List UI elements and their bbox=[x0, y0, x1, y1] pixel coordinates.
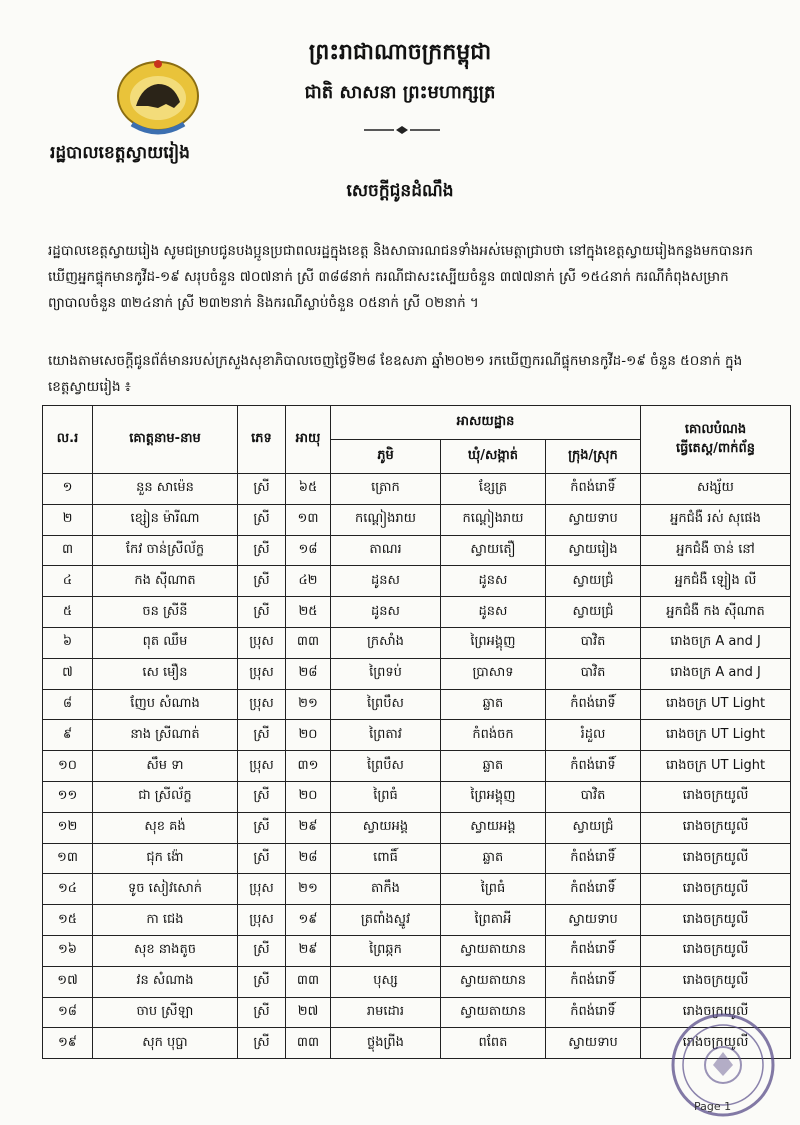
cell-commune: ឆ្លាត bbox=[441, 689, 546, 720]
cell-purpose: សង្ស័យ bbox=[641, 474, 791, 505]
cell-no: ៨ bbox=[43, 689, 93, 720]
notice-paragraph-1: រដ្ឋបាលខេត្តស្វាយរៀង សូមជម្រាបជូនបងប្អូនប្រជាពលរដ្ឋក្នុងខេត្ត និងសាធារណជនទាំងអស់មេត្តាជ្រាបថា នៅក្នុងខេត្តស្វាយរៀងកន្លងមកបានរកឃើញអ្នកផ្ទុកមានកូវីដ-១៩ សរុបចំនួន ៧០៧នាក់ ស្រី ៣៨៨នាក់ ករណីជាសះស្បើយចំនួន ៣៧៧នាក់ ស្រី ១៥៤នាក់ ករណីកំពុងសម្រាកព្យាបាលចំនួន ៣២៤នាក់ ស្រី ២៣២នាក់ និងករណីស្លាប់ចំនួន ០៥នាក់ ស្រី ០២នាក់ ។ bbox=[48, 243, 754, 311]
page-number: Page 1 bbox=[694, 1100, 732, 1113]
cell-no: ១១ bbox=[43, 781, 93, 812]
cell-name: ចន ស្រីនី bbox=[93, 597, 238, 628]
cell-name: សេ មឿន bbox=[93, 658, 238, 689]
issuing-administration: រដ្ឋបាលខេត្តស្វាយរៀង bbox=[50, 143, 190, 163]
cell-commune: ឆ្លាត bbox=[441, 751, 546, 782]
cell-village: ដូនស bbox=[331, 566, 441, 597]
cell-sex: ស្រី bbox=[238, 597, 286, 628]
ornament-divider bbox=[362, 125, 442, 135]
table-row bbox=[43, 689, 791, 720]
table-row bbox=[43, 627, 791, 658]
cell-purpose: អ្នកជំងឺ ចាន់ នៅ bbox=[641, 535, 791, 566]
cell-purpose: រោងចក្រយូលី bbox=[641, 812, 791, 843]
cell-district: កំពង់រោទិ៍ bbox=[546, 689, 641, 720]
cell-age: ៣១ bbox=[286, 751, 331, 782]
cell-sex: ស្រី bbox=[238, 966, 286, 997]
cell-commune: ស្វាយអង្គ bbox=[441, 812, 546, 843]
cell-village: ព្រៃឆ្កក bbox=[331, 935, 441, 966]
kingdom-heading: ព្រះរាជាណាចក្រកម្ពុជា bbox=[308, 40, 492, 65]
cell-district: កំពង់រោទិ៍ bbox=[546, 874, 641, 905]
cell-village: ដូនស bbox=[331, 597, 441, 628]
cell-name: ជា ស្រីល័ក្ខ bbox=[93, 781, 238, 812]
cell-commune: ប្រាសាទ bbox=[441, 658, 546, 689]
cell-district: កំពង់រោទិ៍ bbox=[546, 751, 641, 782]
national-motto: ជាតិ សាសនា ព្រះមហាក្សត្រ bbox=[304, 82, 496, 103]
cell-no: ៦ bbox=[43, 627, 93, 658]
cell-age: ២៩ bbox=[286, 935, 331, 966]
cell-age: ២៨ bbox=[286, 658, 331, 689]
cell-commune: ស្វាយតាយាន bbox=[441, 935, 546, 966]
header-address: អាសយដ្ឋាន bbox=[331, 406, 641, 440]
header-age: អាយុ bbox=[286, 406, 331, 474]
cell-no: ៩ bbox=[43, 720, 93, 751]
cell-no: ១២ bbox=[43, 812, 93, 843]
cell-age: ៣៣ bbox=[286, 1028, 331, 1059]
table-row bbox=[43, 874, 791, 905]
cell-name: សុខ នាងតូច bbox=[93, 935, 238, 966]
cell-sex: ស្រី bbox=[238, 1028, 286, 1059]
cell-village: បុស្ស bbox=[331, 966, 441, 997]
header-village: ភូមិ bbox=[331, 440, 441, 474]
cell-no: ១០ bbox=[43, 751, 93, 782]
cell-district: កំពង់រោទិ៍ bbox=[546, 474, 641, 505]
table-row bbox=[43, 566, 791, 597]
cell-village: កណ្តៀងរាយ bbox=[331, 504, 441, 535]
cell-village: ថ្លុងព្រីង bbox=[331, 1028, 441, 1059]
cell-age: ២១ bbox=[286, 689, 331, 720]
cell-age: ១៨ bbox=[286, 535, 331, 566]
cell-no: ២ bbox=[43, 504, 93, 535]
cell-purpose: អ្នកជំងឺ រស់ សុផេង bbox=[641, 504, 791, 535]
cell-sex: ប្រុស bbox=[238, 874, 286, 905]
cell-name: វន សំណាង bbox=[93, 966, 238, 997]
cell-sex: ប្រុស bbox=[238, 627, 286, 658]
cell-name: ទូច សៀវសោក់ bbox=[93, 874, 238, 905]
cell-commune: ឆ្លាត bbox=[441, 843, 546, 874]
cell-name: ញែប សំណាង bbox=[93, 689, 238, 720]
cell-sex: ប្រុស bbox=[238, 658, 286, 689]
cell-commune: ដូនស bbox=[441, 566, 546, 597]
cell-no: ១៣ bbox=[43, 843, 93, 874]
cell-sex: ស្រី bbox=[238, 720, 286, 751]
table-row bbox=[43, 474, 791, 505]
cell-district: បាវិត bbox=[546, 627, 641, 658]
cases-table-body bbox=[43, 474, 791, 1059]
cell-no: ១៩ bbox=[43, 1028, 93, 1059]
cell-village: ក្រសាំង bbox=[331, 627, 441, 658]
cell-purpose: រោងចក្រ UT Light bbox=[641, 689, 791, 720]
header-no: ល.រ bbox=[43, 406, 93, 474]
cell-name: កង ស៊ីណាត bbox=[93, 566, 238, 597]
cell-commune: ស្វាយតាយាន bbox=[441, 997, 546, 1028]
cell-district: ស្វាយទាប bbox=[546, 905, 641, 936]
cell-district: រំដួល bbox=[546, 720, 641, 751]
cell-purpose: រោងចក្រយូលី bbox=[641, 781, 791, 812]
table-row bbox=[43, 504, 791, 535]
cell-commune: កំពង់ចក bbox=[441, 720, 546, 751]
table-row bbox=[43, 597, 791, 628]
cell-age: ២០ bbox=[286, 720, 331, 751]
cell-commune: ព្រៃតាអី bbox=[441, 905, 546, 936]
notice-title: សេចក្តីជូនដំណឹង bbox=[346, 181, 454, 201]
cell-purpose: អ្នកជំងឺ កង ស៊ីណាត bbox=[641, 597, 791, 628]
cell-age: ៦៥ bbox=[286, 474, 331, 505]
cell-village: ព្រៃតាវ bbox=[331, 720, 441, 751]
cell-no: ១៥ bbox=[43, 905, 93, 936]
cell-district: កំពង់រោទិ៍ bbox=[546, 843, 641, 874]
cell-no: ៥ bbox=[43, 597, 93, 628]
cell-sex: ស្រី bbox=[238, 812, 286, 843]
cell-district: ស្វាយជ្រំ bbox=[546, 597, 641, 628]
cell-no: ១៨ bbox=[43, 997, 93, 1028]
cell-village: ព្រៃធំ bbox=[331, 781, 441, 812]
cell-commune: ស្វាយតឿ bbox=[441, 535, 546, 566]
cell-name: ជុក ង៉ោ bbox=[93, 843, 238, 874]
cell-name: សុខ គង់ bbox=[93, 812, 238, 843]
cell-no: ១៦ bbox=[43, 935, 93, 966]
header-district: ក្រុង/ស្រុក bbox=[546, 440, 641, 474]
cell-purpose: រោងចក្រយូលី bbox=[641, 843, 791, 874]
cell-purpose: រោងចក្រយូលី bbox=[641, 905, 791, 936]
cell-no: ១ bbox=[43, 474, 93, 505]
cell-district: កំពង់រោទិ៍ bbox=[546, 997, 641, 1028]
cell-sex: ស្រី bbox=[238, 935, 286, 966]
cell-district: កំពង់រោទិ៍ bbox=[546, 966, 641, 997]
cell-village: ព្រៃទប់ bbox=[331, 658, 441, 689]
cell-purpose: រោងចក្រយូលី bbox=[641, 997, 791, 1028]
cell-age: ១៣ bbox=[286, 504, 331, 535]
cell-age: ៣៣ bbox=[286, 966, 331, 997]
cell-name: សឹម ទា bbox=[93, 751, 238, 782]
cell-name: សុក បុប្ផា bbox=[93, 1028, 238, 1059]
table-row bbox=[43, 905, 791, 936]
cell-district: ស្វាយជ្រំ bbox=[546, 566, 641, 597]
cell-name: កា ជេង bbox=[93, 905, 238, 936]
cell-village: ព្រៃបឹស bbox=[331, 689, 441, 720]
cell-sex: ស្រី bbox=[238, 535, 286, 566]
cell-commune: ខ្សែត្រ bbox=[441, 474, 546, 505]
cell-age: ២១ bbox=[286, 874, 331, 905]
table-row bbox=[43, 935, 791, 966]
cell-district: ស្វាយរៀង bbox=[546, 535, 641, 566]
cell-district: បាវិត bbox=[546, 658, 641, 689]
cell-commune: ព្រៃធំ bbox=[441, 874, 546, 905]
table-row bbox=[43, 966, 791, 997]
cell-village: ព្រៃបឹស bbox=[331, 751, 441, 782]
cell-purpose: រោងចក្រ A and J bbox=[641, 658, 791, 689]
cell-village: ត្រពាំងស្នូវ bbox=[331, 905, 441, 936]
cell-sex: ប្រុស bbox=[238, 689, 286, 720]
table-row bbox=[43, 535, 791, 566]
cell-district: ស្វាយទាប bbox=[546, 504, 641, 535]
cell-purpose: រោងចក្រយូលី bbox=[641, 966, 791, 997]
cell-purpose: រោងចក្រយូលី bbox=[641, 935, 791, 966]
cell-sex: ប្រុស bbox=[238, 751, 286, 782]
cell-village: ស្វាយអង្គ bbox=[331, 812, 441, 843]
cell-age: ៣៣ bbox=[286, 627, 331, 658]
cell-commune: កណ្តៀងរាយ bbox=[441, 504, 546, 535]
cell-village: តាណរ bbox=[331, 535, 441, 566]
cell-name: ខ្សៀន ម៉ារីណា bbox=[93, 504, 238, 535]
cell-name: ពុត ឈឹម bbox=[93, 627, 238, 658]
table-row bbox=[43, 751, 791, 782]
cell-name: ចាប ស្រីឡា bbox=[93, 997, 238, 1028]
cell-sex: ស្រី bbox=[238, 997, 286, 1028]
header-name: គោត្តនាម-នាម bbox=[93, 406, 238, 474]
cell-purpose: រោងចក្រយូលី bbox=[641, 874, 791, 905]
header-purpose-line2: ធ្វើតេស្ត/ពាក់ព័ន្ធ bbox=[675, 440, 755, 456]
cell-name: នាង ស្រីណាត់ bbox=[93, 720, 238, 751]
cell-commune: ពពែត bbox=[441, 1028, 546, 1059]
cell-sex: ស្រី bbox=[238, 843, 286, 874]
cell-commune: ស្វាយតាយាន bbox=[441, 966, 546, 997]
cell-sex: ស្រី bbox=[238, 474, 286, 505]
cell-age: ២៧ bbox=[286, 997, 331, 1028]
cell-no: ១៧ bbox=[43, 966, 93, 997]
cell-no: ៣ bbox=[43, 535, 93, 566]
cell-district: ស្វាយទាប bbox=[546, 1028, 641, 1059]
cell-sex: ស្រី bbox=[238, 781, 286, 812]
cell-sex: ស្រី bbox=[238, 504, 286, 535]
cell-district: បាវិត bbox=[546, 781, 641, 812]
cell-no: ៧ bbox=[43, 658, 93, 689]
cell-age: ២៨ bbox=[286, 843, 331, 874]
cases-table bbox=[42, 405, 791, 1059]
cell-commune: ដូនស bbox=[441, 597, 546, 628]
cell-age: ១៩ bbox=[286, 905, 331, 936]
cell-name: នួន សាម៉េន bbox=[93, 474, 238, 505]
header-sex: ភេទ bbox=[238, 406, 286, 474]
header-purpose-line1: គោលបំណង bbox=[684, 421, 747, 437]
cell-age: ២៩ bbox=[286, 812, 331, 843]
cell-district: ស្វាយជ្រំ bbox=[546, 812, 641, 843]
header-purpose bbox=[641, 406, 791, 474]
cell-village: រាមដោរ bbox=[331, 997, 441, 1028]
cell-commune: ព្រៃអង្គុញ bbox=[441, 627, 546, 658]
cell-purpose: រោងចក្រ UT Light bbox=[641, 751, 791, 782]
cell-purpose: រោងចក្រ A and J bbox=[641, 627, 791, 658]
cell-district: កំពង់រោទិ៍ bbox=[546, 935, 641, 966]
cell-sex: ស្រី bbox=[238, 566, 286, 597]
table-row bbox=[43, 812, 791, 843]
table-row bbox=[43, 658, 791, 689]
table-row bbox=[43, 720, 791, 751]
table-row bbox=[43, 781, 791, 812]
cell-purpose: រោងចក្រ UT Light bbox=[641, 720, 791, 751]
cell-village: ពោធិ៍ bbox=[331, 843, 441, 874]
cell-age: ២០ bbox=[286, 781, 331, 812]
header-commune: ឃុំ/សង្កាត់ bbox=[441, 440, 546, 474]
cell-purpose: អ្នកជំងឺ ឡៀង លី bbox=[641, 566, 791, 597]
cell-village: ត្រោក bbox=[331, 474, 441, 505]
cell-purpose: រោងចក្រយូលី bbox=[641, 1028, 791, 1059]
cell-no: ១៤ bbox=[43, 874, 93, 905]
cell-commune: ព្រៃអង្គុញ bbox=[441, 781, 546, 812]
cell-village: តាកឹង bbox=[331, 874, 441, 905]
cell-sex: ប្រុស bbox=[238, 905, 286, 936]
table-row bbox=[43, 843, 791, 874]
cell-no: ៤ bbox=[43, 566, 93, 597]
cell-age: ៤២ bbox=[286, 566, 331, 597]
cell-age: ២៥ bbox=[286, 597, 331, 628]
notice-paragraph-2: យោងតាមសេចក្តីជូនព័ត៌មានរបស់ក្រសួងសុខាភិបាលចេញថ្ងៃទី២៨ ខែឧសភា ឆ្នាំ២០២១ រកឃើញករណីផ្ទុកមានកូវីដ-១៩ ចំនួន ៥០នាក់ ក្នុងខេត្តស្វាយរៀង ៖ bbox=[48, 353, 743, 395]
cell-name: កែវ ចាន់ស្រីល័ក្ខ bbox=[93, 535, 238, 566]
